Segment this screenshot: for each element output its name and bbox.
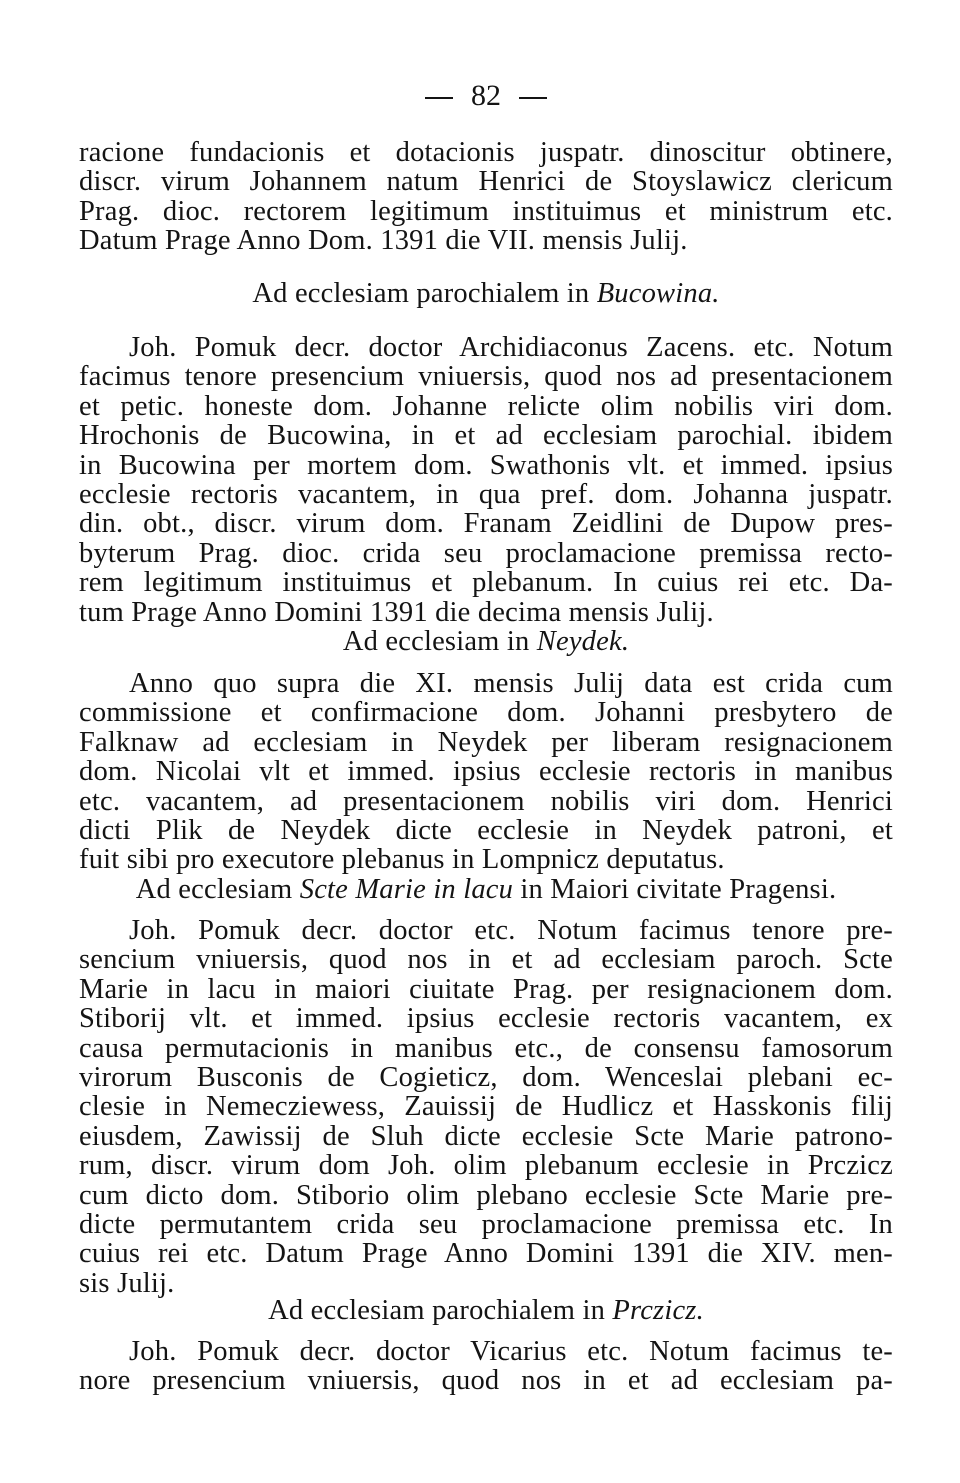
text-line: facimus tenore presencium vniuersis, quod nos ad presentacionem xyxy=(79,361,893,393)
text-line: rum, discr. virum dom Joh. olim plebanum ecclesie in Prczicz xyxy=(79,1150,893,1182)
text-line: sis Julij. xyxy=(79,1267,175,1299)
text-line: Falknaw ad ecclesiam in Neydek per liberam resignacionem xyxy=(79,726,893,758)
paragraph-2 xyxy=(79,333,893,627)
heading-text: Ad ecclesiam parochialem in xyxy=(268,1295,613,1326)
section-heading-scte-marie xyxy=(79,875,893,905)
paragraph-4 xyxy=(79,916,893,1298)
paragraph-3 xyxy=(79,669,893,875)
text-line: nore presencium vniuersis, quod nos in et ad ecclesiam pa- xyxy=(79,1365,893,1397)
text-line: clesie in Nemecziewess, Zauissij de Hudlicz et Hasskonis filij xyxy=(79,1091,893,1123)
text-line: eiusdem, Zawissij de Sluh dicte ecclesie Scte Marie patrono- xyxy=(79,1120,893,1152)
heading-text-tail: in Maiori civitate Pragensi. xyxy=(513,874,837,905)
text-line: Prag. dioc. rectorem legitimum instituimus et ministrum etc. xyxy=(79,195,893,227)
heading-text: Ad ecclesiam in xyxy=(342,626,537,657)
heading-church: Scte Marie in lacu xyxy=(299,874,514,905)
text-line: dicti Plik de Neydek dicte ecclesie in Neydek patroni, et xyxy=(79,814,893,846)
text-line: Joh. Pomuk decr. doctor Archidiaconus Zacens. etc. Notum xyxy=(129,332,893,363)
text-line: virorum Busconis de Cogieticz, dom. Wenceslai plebani ec- xyxy=(79,1061,893,1093)
text-line: rem legitimum instituimus et plebanum. In cuius rei etc. Da- xyxy=(79,567,893,599)
text-line: sencium vniuersis, quod nos in et ad ecclesiam paroch. Scte xyxy=(79,944,893,976)
text-line: causa permutacionis in manibus etc., de consensu famosorum xyxy=(79,1032,893,1064)
heading-place: Bucowina. xyxy=(596,278,720,309)
text-line: fuit sibi pro executore plebanus in Lompnicz deputatus. xyxy=(79,844,725,876)
text-line: ecclesie rectoris vacantem, in qua pref. dom. Johanna juspatr. xyxy=(79,478,893,510)
text-line: dicte permutantem crida seu proclamacione premissa etc. In xyxy=(79,1208,893,1240)
paragraph-1 xyxy=(79,138,893,256)
text-line: Stiborij vlt. et immed. ipsius ecclesie rectoris vacantem, ex xyxy=(79,1003,893,1035)
dash-left xyxy=(425,97,453,99)
heading-place: Prczicz. xyxy=(612,1295,704,1326)
text-line: din. obt., discr. virum dom. Franam Zeidlini de Dupow pres- xyxy=(79,508,893,540)
heading-text: Ad ecclesiam parochialem in xyxy=(252,278,597,309)
text-line: Anno quo supra die XI. mensis Julij data est crida cum xyxy=(129,668,893,699)
text-line: et petic. honeste dom. Johanne relicte olim nobilis viri dom. xyxy=(79,390,893,422)
section-heading-neydek xyxy=(79,627,893,657)
paragraph-5 xyxy=(79,1337,893,1396)
text-line: etc. vacantem, ad presentacionem nobilis viri dom. Henrici xyxy=(79,785,893,817)
text-line: cum dicto dom. Stiborio olim plebano ecclesie Scte Marie pre- xyxy=(79,1179,893,1211)
text-line: byterum Prag. dioc. crida seu proclamacione premissa recto- xyxy=(79,537,893,569)
text-line: in Bucowina per mortem dom. Swathonis vlt. et immed. ipsius xyxy=(79,449,893,481)
heading-place: Neydek. xyxy=(536,626,630,657)
text-line: racione fundacionis et dotacionis juspatr. dinoscitur obtinere, xyxy=(79,137,893,168)
text-line: Datum Prage Anno Dom. 1391 die VII. mensis Julij. xyxy=(79,225,688,257)
dash-right xyxy=(519,97,547,99)
text-line: cuius rei etc. Datum Prage Anno Domini 1391 die XIV. men- xyxy=(79,1238,893,1270)
text-line: Joh. Pomuk decr. doctor Vicarius etc. Notum facimus te- xyxy=(129,1336,893,1367)
text-line: Joh. Pomuk decr. doctor etc. Notum facimus tenore pre- xyxy=(129,915,893,946)
document-page xyxy=(79,0,893,1483)
text-line: commissione et confirmacione dom. Johanni presbytero de xyxy=(79,697,893,729)
section-heading-bucowina xyxy=(79,279,893,309)
text-line: discr. virum Johannem natum Henrici de Stoyslawicz clericum xyxy=(79,166,893,198)
text-line: Marie in lacu in maiori ciuitate Prag. per resignacionem dom. xyxy=(79,973,893,1005)
page-number xyxy=(79,78,893,114)
heading-text: Ad ecclesiam xyxy=(135,874,300,905)
text-line: tum Prage Anno Domini 1391 die decima mensis Julij. xyxy=(79,596,714,628)
page-number-text: 82 xyxy=(471,79,501,112)
section-heading-prczicz xyxy=(79,1296,893,1326)
text-line: dom. Nicolai vlt et immed. ipsius ecclesie rectoris in manibus xyxy=(79,756,893,788)
text-line: Hrochonis de Bucowina, in et ad ecclesiam parochial. ibidem xyxy=(79,420,893,452)
